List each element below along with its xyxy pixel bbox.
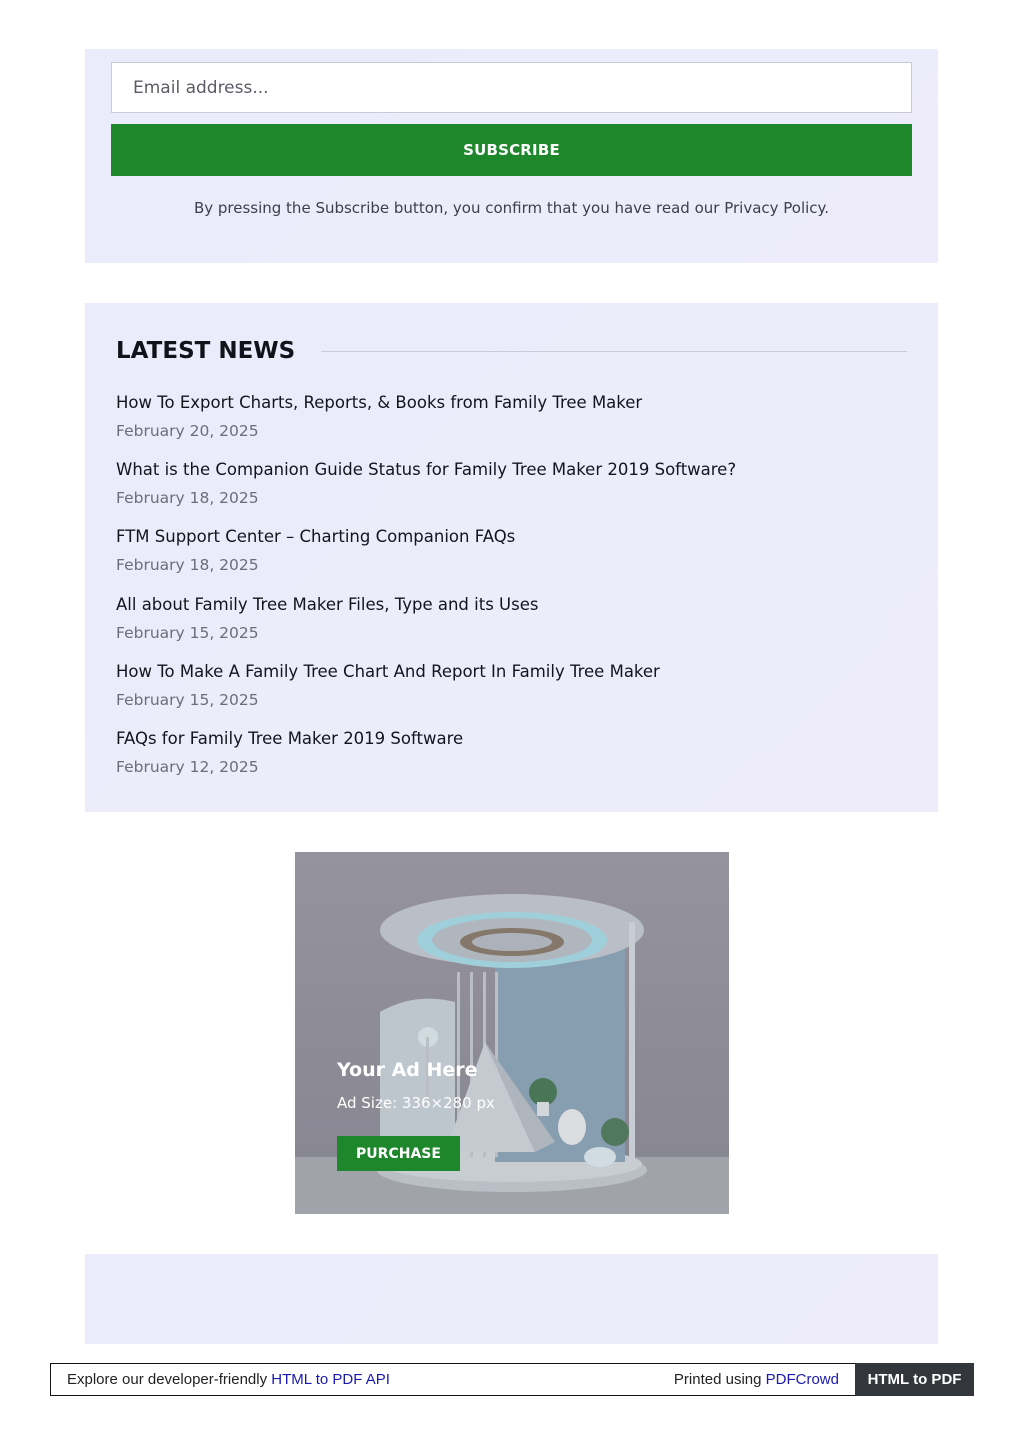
news-item	[116, 392, 907, 459]
footer-left	[67, 1371, 390, 1388]
news-item	[116, 459, 907, 526]
news-item-date: February 15, 2025	[116, 690, 259, 709]
news-item	[116, 526, 907, 593]
news-heading-row	[116, 336, 907, 366]
news-item-date: February 20, 2025	[116, 422, 259, 440]
news-item-title-link[interactable]: How To Make A Family Tree Chart And Report In Family Tree Maker	[116, 661, 660, 681]
footer-right-text: Printed using	[673, 1371, 766, 1388]
news-heading: LATEST NEWS	[116, 338, 296, 364]
html-to-pdf-badge[interactable]: HTML to PDF	[855, 1363, 974, 1396]
news-item-title-link[interactable]: FTM Support Center – Charting Companion FAQs	[116, 527, 516, 547]
footer-right	[674, 1371, 839, 1388]
latest-news-panel	[85, 303, 938, 812]
subscribe-button[interactable]: SUBSCRIBE	[111, 124, 912, 176]
news-item-title-link[interactable]: All about Family Tree Maker Files, Type and its Uses	[116, 594, 539, 614]
news-item-date: February 18, 2025	[116, 556, 259, 575]
newsletter-subscribe-panel	[85, 49, 938, 263]
pdf-footer-bar	[50, 1363, 974, 1396]
news-item-title-link[interactable]: FAQs for Family Tree Maker 2019 Software	[116, 728, 464, 748]
news-item	[116, 728, 907, 795]
pdfcrowd-link[interactable]: PDFCrowd	[765, 1371, 839, 1388]
empty-widget-panel	[85, 1254, 938, 1344]
footer-left-text: Explore our developer-friendly	[67, 1371, 272, 1388]
privacy-note: By pressing the Subscribe button, you confirm that you have read our Privacy Policy.	[193, 199, 830, 217]
heading-divider	[321, 351, 907, 352]
ad-banner[interactable]	[295, 852, 729, 1214]
news-list	[116, 392, 907, 795]
news-item-date: February 18, 2025	[116, 489, 259, 508]
news-item-date: February 12, 2025	[116, 757, 259, 776]
ad-title: Your Ad Here	[337, 1059, 478, 1081]
news-item	[116, 594, 907, 661]
ad-size-text: Ad Size: 336×280 px	[337, 1094, 495, 1112]
news-item-date: February 15, 2025	[116, 623, 259, 642]
html-to-pdf-api-link[interactable]: HTML to PDF API	[271, 1371, 390, 1388]
news-item	[116, 661, 907, 728]
news-item-title-link[interactable]: How To Export Charts, Reports, & Books from Family Tree Maker	[116, 393, 643, 412]
email-input[interactable]	[111, 62, 912, 113]
purchase-button[interactable]: PURCHASE	[337, 1136, 460, 1171]
news-item-title-link[interactable]: What is the Companion Guide Status for Family Tree Maker 2019 Software?	[116, 460, 737, 480]
